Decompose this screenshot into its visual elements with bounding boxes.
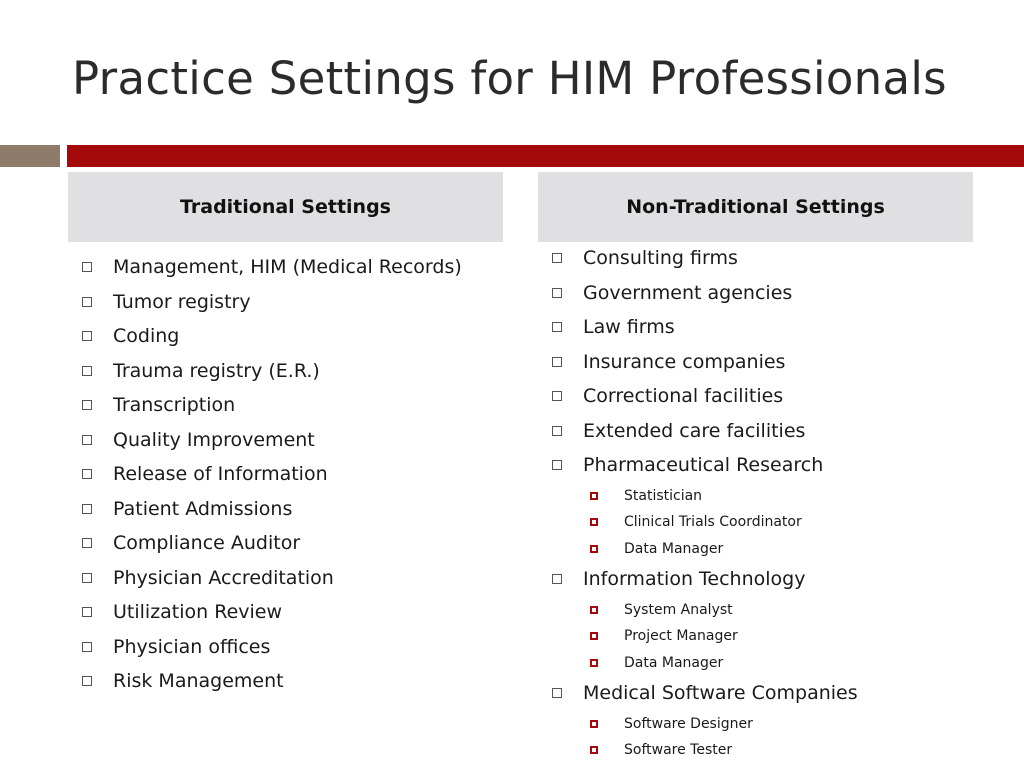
list-item <box>78 319 518 354</box>
list-item-label: Coding <box>113 325 180 347</box>
traditional-list <box>78 250 518 699</box>
square-bullet-icon <box>552 322 562 332</box>
list-item-label: Information Technology <box>583 568 806 590</box>
list-item-label: Tumor registry <box>113 290 251 313</box>
list-item-label: Extended care facilities <box>583 419 806 442</box>
slide-title: Practice Settings for HIM Professionals <box>72 52 947 105</box>
square-bullet-icon <box>82 262 92 272</box>
sub-list-item <box>548 623 998 650</box>
list-item <box>78 457 518 492</box>
square-bullet-icon <box>82 676 92 686</box>
square-bullet-icon <box>82 573 92 583</box>
square-bullet-icon <box>552 574 562 584</box>
sub-list-item <box>548 483 998 510</box>
square-bullet-icon <box>82 400 92 410</box>
list-item <box>548 276 998 311</box>
list-item-label: Patient Admissions <box>113 497 293 520</box>
list-item-label: Medical Software Companies <box>583 682 858 704</box>
sub-list-item-label: Data Manager <box>624 654 724 671</box>
list-item <box>548 448 998 483</box>
list-item-label: Correctional facilities <box>583 385 784 407</box>
sub-list-item-label: System Analyst <box>624 601 733 618</box>
list-item <box>78 492 518 527</box>
list-item-label: Risk Management <box>113 670 284 692</box>
list-item-label: Law firms <box>583 316 675 338</box>
sub-list-item-label: Software Tester <box>624 742 733 758</box>
red-square-bullet-icon <box>590 720 598 728</box>
sub-list-item <box>548 597 998 624</box>
list-item <box>78 664 518 699</box>
non-traditional-header: Non-Traditional Settings <box>538 172 973 242</box>
sub-list-item <box>548 737 998 764</box>
red-square-bullet-icon <box>590 545 598 553</box>
square-bullet-icon <box>82 469 92 479</box>
square-bullet-icon <box>552 357 562 367</box>
list-item <box>548 676 998 711</box>
square-bullet-icon <box>552 288 562 298</box>
non-traditional-list <box>548 241 998 764</box>
square-bullet-icon <box>82 297 92 307</box>
sub-list-item-label: Clinical Trials Coordinator <box>624 514 802 530</box>
sub-list-item <box>548 650 998 677</box>
sub-list-item-label: Project Manager <box>624 628 738 644</box>
list-item-label: Transcription <box>113 394 236 416</box>
square-bullet-icon <box>82 538 92 548</box>
list-item <box>548 241 998 276</box>
sub-list-item <box>548 711 998 738</box>
square-bullet-icon <box>552 426 562 436</box>
square-bullet-icon <box>82 331 92 341</box>
list-item <box>78 354 518 389</box>
list-item-label: Insurance companies <box>583 350 786 373</box>
list-item-label: Consulting firms <box>583 247 738 269</box>
square-bullet-icon <box>82 504 92 514</box>
square-bullet-icon <box>82 607 92 617</box>
square-bullet-icon <box>552 391 562 401</box>
red-square-bullet-icon <box>590 659 598 667</box>
square-bullet-icon <box>82 642 92 652</box>
list-item <box>78 630 518 665</box>
list-item <box>548 562 998 597</box>
sub-list-item-label: Software Designer <box>624 715 753 732</box>
square-bullet-icon <box>82 435 92 445</box>
red-square-bullet-icon <box>590 518 598 526</box>
square-bullet-icon <box>552 460 562 470</box>
sub-list-item <box>548 536 998 563</box>
square-bullet-icon <box>82 366 92 376</box>
list-item <box>78 250 518 285</box>
sub-list-item <box>548 509 998 536</box>
list-item-label: Physician Accreditation <box>113 566 334 589</box>
list-item-label: Release of Information <box>113 463 328 485</box>
red-square-bullet-icon <box>590 606 598 614</box>
list-item <box>548 379 998 414</box>
list-item <box>548 414 998 449</box>
list-item-label: Quality Improvement <box>113 428 315 451</box>
square-bullet-icon <box>552 688 562 698</box>
red-square-bullet-icon <box>590 632 598 640</box>
list-item <box>78 526 518 561</box>
list-item <box>548 345 998 380</box>
list-item <box>78 595 518 630</box>
list-item-label: Physician offices <box>113 635 271 658</box>
accent-block <box>0 145 60 167</box>
list-item-label: Pharmaceutical Research <box>583 454 824 476</box>
accent-bar <box>67 145 1024 167</box>
list-item <box>78 423 518 458</box>
sub-list-item-label: Data Manager <box>624 540 724 557</box>
sub-list-item-label: Statistician <box>624 487 703 504</box>
list-item-label: Government agencies <box>583 281 793 304</box>
list-item <box>78 285 518 320</box>
list-item <box>548 310 998 345</box>
traditional-header: Traditional Settings <box>68 172 503 242</box>
list-item <box>78 561 518 596</box>
list-item-label: Utilization Review <box>113 601 283 623</box>
red-square-bullet-icon <box>590 492 598 500</box>
list-item-label: Trauma registry (E.R.) <box>113 359 320 382</box>
square-bullet-icon <box>552 253 562 263</box>
list-item-label: Management, HIM (Medical Records) <box>113 256 462 278</box>
list-item <box>78 388 518 423</box>
red-square-bullet-icon <box>590 746 598 754</box>
list-item-label: Compliance Auditor <box>113 532 301 554</box>
